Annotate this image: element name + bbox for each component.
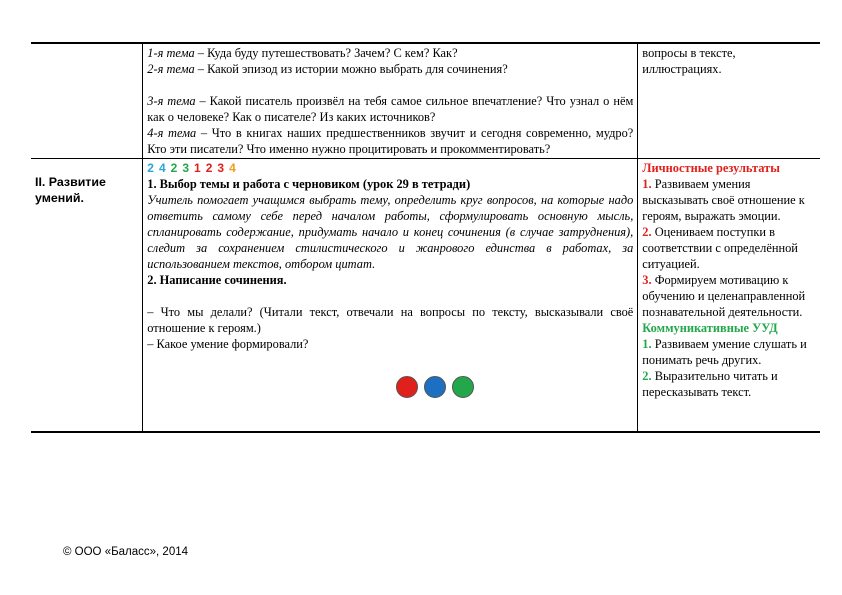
- task-number: 3: [182, 161, 190, 175]
- task-numbers: [147, 160, 633, 176]
- task-number: 3: [217, 161, 225, 175]
- topic-text: – Какой эпизод из истории можно выбрать для сочинения?: [194, 62, 508, 76]
- question-1: – Что мы делали? (Читали текст, отвечали на вопросы по тексту, высказывали своё отношение к героям.): [147, 305, 634, 335]
- topic-label: 3-я тема: [147, 94, 196, 108]
- topic-text: – Что в книгах наших предшественников звучит и сегодня современно, мудро? Кто эти писатели? Что именно нужно процитировать и прокомментировать?: [147, 126, 634, 156]
- topic-1: [147, 45, 633, 61]
- result-text: Формируем мотивацию к обучению и целенаправленной познавательной деятельности.: [642, 273, 806, 319]
- lesson-table: [31, 42, 820, 433]
- result-number: 2.: [642, 225, 652, 239]
- result-item: [642, 176, 816, 224]
- task-number: 4: [229, 161, 236, 175]
- task-number: 2: [170, 161, 178, 175]
- topic-label: 1-я тема: [147, 46, 195, 60]
- task-number: 4: [158, 161, 166, 175]
- content-cell: [143, 159, 638, 433]
- result-text: Выразительно читать и пересказывать текст.: [642, 369, 778, 399]
- result-item: [642, 336, 816, 368]
- personal-results-title: Личностные результаты: [642, 161, 780, 175]
- step-2-title-text: 2. Написание сочинения.: [147, 273, 287, 287]
- task-number: 2: [205, 161, 213, 175]
- topic-4: [147, 125, 633, 157]
- result-number: 1.: [642, 177, 652, 191]
- result-number: 2.: [642, 369, 652, 383]
- color-circle: [396, 376, 418, 398]
- table-row: [31, 43, 820, 159]
- communicative-title: Коммуникативные УУД: [642, 321, 778, 335]
- color-circle: [452, 376, 474, 398]
- result-text: Развиваем умение слушать и понимать речь других.: [642, 337, 807, 367]
- step-1-body: [147, 192, 633, 272]
- section-title: II. Развитие умений.: [35, 175, 106, 205]
- topic-2: [147, 61, 633, 77]
- communicative-list: [642, 336, 816, 400]
- result-item: [642, 224, 816, 272]
- result-text: Оцениваем поступки в соответствии с определённой ситуацией.: [642, 225, 798, 271]
- topic-text: – Куда буду путешествовать? Зачем? С кем? Как?: [194, 46, 458, 60]
- topic-3: [147, 93, 633, 125]
- step-1-title-text: 1. Выбор темы и работа с черновиком (урок 29 в тетради): [147, 177, 471, 191]
- results-cell: [638, 159, 820, 433]
- step-1-body-text: Учитель помогает учащимся выбрать тему, определить круг вопросов, на которые надо ответить самому себе перед началом работы, сформулировать основную мысль, спланировать содержание, придумать начало и конец сочинения (в случае затруднения), следит за сохранением стилистического и жанрового единства в работах, за использованием текстов, отбором цитат.: [147, 193, 634, 271]
- color-circle: [424, 376, 446, 398]
- results-text: вопросы в тексте, иллюстрациях.: [642, 46, 736, 76]
- task-number: 1: [194, 161, 201, 175]
- step-2-title: [147, 272, 633, 288]
- result-number: 1.: [642, 337, 652, 351]
- result-item: [642, 368, 816, 400]
- result-text: Развиваем умения высказывать своё отношение к героям, выражать эмоции.: [642, 177, 805, 223]
- topic-text: – Какой писатель произвёл на тебя самое сильное впечатление? Что узнал о нём как о человеке? Как о писателе? Из каких источников?: [147, 94, 634, 124]
- color-circles: [396, 376, 476, 400]
- question-2: – Какое умение формировали?: [147, 337, 309, 351]
- result-item: [642, 272, 816, 320]
- results-cell: [638, 43, 820, 159]
- task-number: 2: [147, 161, 154, 175]
- result-number: 3.: [642, 273, 652, 287]
- stage-cell: [31, 159, 143, 433]
- stage-cell: [31, 43, 143, 159]
- content-cell: [143, 43, 638, 159]
- topic-label: 2-я тема: [147, 62, 195, 76]
- topic-label: 4-я тема: [147, 126, 197, 140]
- copyright-footer: © ООО «Баласс», 2014: [63, 546, 189, 558]
- step-1-title: [147, 176, 633, 192]
- personal-results-list: [642, 176, 816, 320]
